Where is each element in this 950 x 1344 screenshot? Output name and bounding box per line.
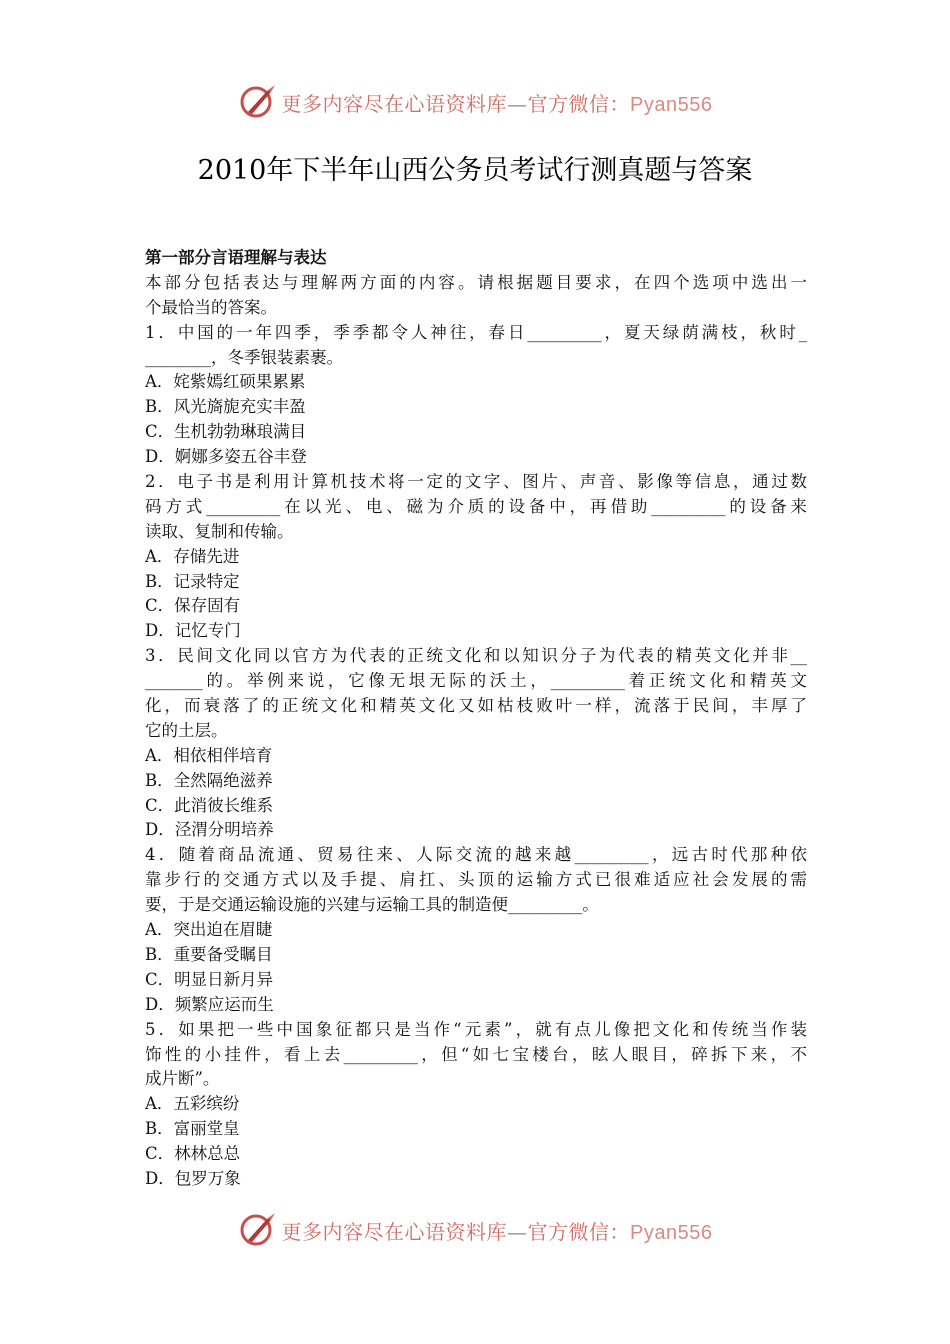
text-line: A．五彩缤纷 [145, 1094, 240, 1114]
text-line: C．保存固有 [145, 596, 241, 616]
text-line: _______的。举例来说，它像无垠无际的沃土，_________着正统文化和精英文 [145, 671, 807, 691]
text-line: D．记忆专门 [145, 621, 241, 641]
text-line: D．婀娜多姿五谷丰登 [145, 447, 307, 467]
text-line: 码方式_________在以光、电、磁为介质的设备中，再借助_________的设备来 [145, 496, 807, 516]
text-line: C．明显日新月异 [145, 969, 274, 989]
text-line: 本部分包括表达与理解两方面的内容。请根据题目要求，在四个选项中选出一 [145, 272, 807, 292]
text-line: 4．随着商品流通、贸易往来、人际交流的越来越_________，远古时代那种依 [145, 845, 807, 865]
text-line: A．姹紫嫣红硕果累累 [145, 372, 306, 392]
header-watermark [0, 80, 950, 124]
text-line: 1．中国的一年四季，季季都令人神往，春日_________，夏天绿荫满枝，秋时_ [145, 322, 807, 342]
section-heading: 第一部分言语理解与表达 [145, 248, 327, 267]
footer-watermark [0, 1208, 950, 1252]
text-line: 饰性的小挂件，看上去_________，但“如七宝楼台，眩人眼目，碎拆下来，不 [145, 1044, 807, 1064]
text-line: 读取、复制和传输。 [145, 521, 294, 541]
document-title: 2010年下半年山西公务员考试行测真题与答案 [197, 155, 753, 186]
text-line: A．突出迫在眉睫 [145, 920, 273, 940]
watermark-brand: 更多内容尽在心语资料库 [281, 91, 508, 116]
text-line: 5．如果把一些中国象征都只是当作“元素”，就有点儿像把文化和传统当作装 [145, 1019, 807, 1039]
text-line: B．记录特定 [145, 571, 240, 591]
text-line: 2．电子书是利用计算机技术将一定的文字、图片、声音、影像等信息，通过数 [145, 472, 807, 492]
text-line: 成片断”。 [145, 1069, 220, 1089]
document-body [145, 246, 807, 1192]
text-line: ________，冬季银装素裹。 [145, 347, 343, 367]
watermark-wechat-id: Pyan556 [630, 1221, 713, 1244]
text-line: 化，而衰落了的正统文化和精英文化又如枯枝败叶一样，流落于民间，丰厚了 [145, 696, 807, 716]
text-line: D．包罗万象 [145, 1168, 241, 1188]
watermark-text [282, 1216, 713, 1245]
text-line: B．富丽堂皇 [145, 1119, 240, 1139]
text-line: C．林林总总 [145, 1144, 241, 1164]
text-line: B．重要备受瞩目 [145, 944, 273, 964]
text-line: C．生机勃勃琳琅满目 [145, 422, 307, 442]
text-line: 3．民间文化同以官方为代表的正统文化和以知识分子为代表的精英文化并非__ [145, 646, 807, 666]
watermark-official-label: 官方微信： [527, 91, 631, 116]
watermark-separator: — [507, 91, 528, 116]
text-line: D．泾渭分明培养 [145, 820, 274, 840]
text-line: 靠步行的交通方式以及手提、肩扛、头顶的运输方式已很难适应社会发展的需 [145, 870, 807, 890]
text-line: B．全然隔绝滋养 [145, 770, 273, 790]
quill-logo-icon [238, 1210, 278, 1250]
text-line: A．相依相伴培育 [145, 745, 273, 765]
text-line: 要，于是交通运输设施的兴建与运输工具的制造便_________。 [145, 895, 599, 915]
watermark-brand: 更多内容尽在心语资料库 [281, 1219, 508, 1244]
text-line: C．此消彼长维系 [145, 795, 274, 815]
text-line: 个最恰当的答案。 [145, 297, 277, 317]
text-line: 它的土层。 [145, 720, 228, 740]
text-lines [145, 271, 807, 1192]
watermark-text [282, 88, 713, 117]
watermark-separator: — [507, 1219, 528, 1244]
text-line: A．存储先进 [145, 546, 240, 566]
watermark-wechat-id: Pyan556 [630, 93, 713, 116]
watermark-official-label: 官方微信： [527, 1219, 631, 1244]
text-line: D．频繁应运而生 [145, 994, 274, 1014]
quill-logo-icon [238, 82, 278, 122]
text-line: B．风光旖旎充实丰盈 [145, 397, 306, 417]
